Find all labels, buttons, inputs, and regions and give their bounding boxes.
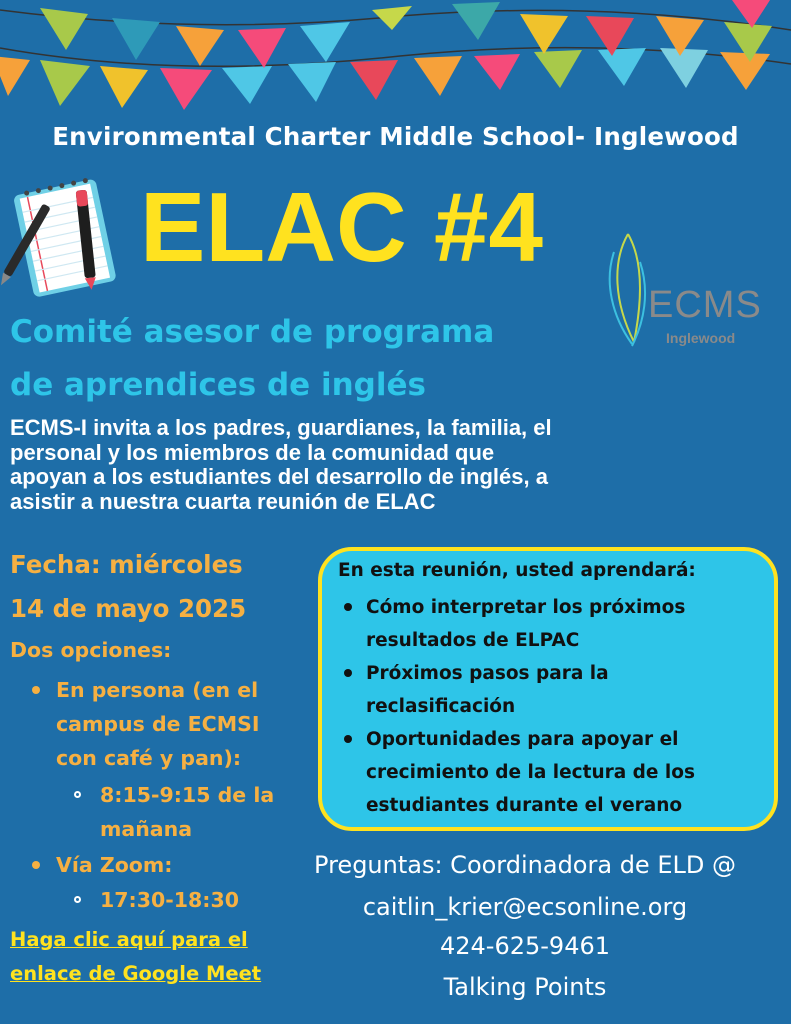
bullet-icon [32,861,40,869]
agenda-item: Cómo interpretar los próximos [366,597,686,618]
in-person-time: mañana [100,817,193,841]
agenda-item: resultados de ELPAC [366,630,580,651]
in-person-time: 8:15-9:15 de la [100,783,275,807]
invitation-line: personal y los miembros de la comunidad que [10,439,495,465]
agenda-title: En esta reunión, usted aprendará: [338,560,696,581]
agenda-item: Próximos pasos para la [366,663,609,684]
bullet-icon [344,669,352,677]
agenda-item: Oportunidades para apoyar el [366,729,679,750]
bullet-icon [32,686,40,694]
ecms-logo [604,232,774,362]
sub-bullet-icon [74,791,81,798]
in-person-line: con café y pan): [56,746,242,770]
google-meet-link[interactable]: Haga clic aquí para el [10,928,248,951]
date-full: 14 de mayo 2025 [10,594,247,623]
contact-email[interactable]: caitlin_krier@ecsonline.org [362,893,688,921]
invitation-text [10,416,690,514]
date-weekday: Fecha: miércoles [10,550,243,579]
zoom-label: Vía Zoom: [56,853,173,877]
invitation-line: ECMS-I invita a los padres, guardianes, la familia, el [10,415,552,440]
contact-questions: Preguntas: Coordinadora de ELD @ [314,851,736,879]
sub-bullet-icon [74,896,81,903]
contact-phone: 424-625-9461 [439,932,610,960]
notebook-with-pens-icon [0,172,130,297]
agenda-item: crecimiento de la lectura de los [366,762,695,783]
pennant-bunting-decoration [0,0,791,130]
contact-app: Talking Points [443,973,607,1001]
subtitle-line-2: de aprendices de inglés [10,367,426,403]
agenda-item: reclasificación [366,696,516,717]
logo-location: Inglewood [666,330,736,346]
zoom-time: 17:30-18:30 [100,888,240,912]
agenda-box [318,547,778,831]
in-person-line: campus de ECMSI [56,712,260,736]
event-title: ELAC #4 [140,172,544,282]
invitation-line: asistir a nuestra cuarta reunión de ELAC [10,488,436,514]
in-person-line: En persona (en el [56,678,259,702]
bullet-icon [344,603,352,611]
logo-name: ECMS [648,284,762,326]
subtitle-line-1: Comité asesor de programa [10,314,495,350]
school-name: Environmental Charter Middle School- Inglewood [52,122,739,151]
bullet-icon [344,735,352,743]
options-heading: Dos opciones: [10,638,172,662]
invitation-line: apoyan a los estudiantes del desarrollo de inglés, a [10,464,548,489]
agenda-item: estudiantes durante el verano [366,795,683,816]
google-meet-link[interactable]: enlace de Google Meet [10,962,262,985]
